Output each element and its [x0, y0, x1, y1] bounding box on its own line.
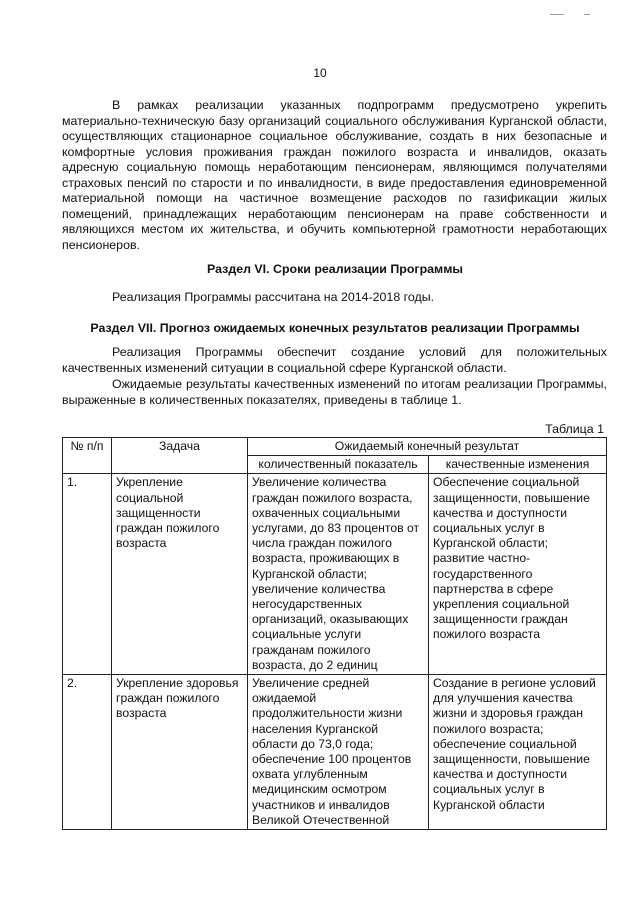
section-6-text: Реализация Программы рассчитана на 2014-2018 годы. — [112, 290, 435, 304]
row-task: Укрепление здоровья граждан пожилого возраста — [112, 675, 248, 830]
intro-paragraph: В рамках реализации указанных подпрограмм предусмотрено укрепить материально-техническую базу организаций социального обслуживания Курганской области, осуществляющих стационарное социальное обслуживание, создать в них безопасные и комфортные условия проживания граждан пожилого возраста и инвалидов, оказать адресную социальную помощь неработающим пенсионерам, являющимся получателями страховых пенсий по старости и по инвалидности, в виде предоставления единовременной материальной помощи на частичное возмещение расходов по газификации жилых помещений, принадлежащих неработающим пенсионерам на праве собственности и являющихся местом их жительства, и обучить компьютерной грамотности неработающих пенсионеров. — [62, 98, 607, 252]
results-table — [62, 437, 607, 830]
section-7-paragraph-1: Реализация Программы обеспечит создание условий для положительных качественных изменений ситуации в социальной сфере Курганской области. — [62, 345, 607, 375]
section-6-heading: Раздел VI. Сроки реализации Программы — [207, 262, 463, 276]
header-qualitative: качественные изменения — [429, 456, 607, 474]
header-quantitative: количественный показатель — [248, 456, 429, 474]
row-quantitative: Увеличение средней ожидаемой продолжительности жизни населения Курганской области до 73,0 года; обеспечение 100 процентов охвата углубленным медицинским осмотром участников и инвалидов Великой Отечественной — [248, 675, 429, 830]
row-num: 1. — [63, 474, 112, 675]
section-7-heading: Раздел VII. Прогноз ожидаемых конечных результатов реализации Программы — [90, 321, 580, 335]
header-num: № п/п — [63, 438, 112, 474]
header-expected: Ожидаемый конечный результат — [248, 438, 607, 456]
row-qualitative: Создание в регионе условий для улучшения качества жизни и здоровья граждан пожилого возраста; обеспечение социальной защищенности, повышение качества и доступности социальных услуг в Курганской области — [429, 675, 607, 830]
table-row — [63, 474, 607, 675]
scan-artifact — [550, 14, 564, 15]
table-row — [63, 675, 607, 830]
header-task: Задача — [112, 438, 248, 474]
row-quantitative: Увеличение количества граждан пожилого возраста, охваченных социальными услугами, до 83 процентов от числа граждан пожилого возраста, проживающих в Курганской области; увеличение количества негосударственных организаций, оказывающих социальные услуги гражданам пожилого возраста, до 2 единиц — [248, 474, 429, 675]
scan-artifact — [584, 14, 590, 15]
row-task: Укрепление социальной защищенности граждан пожилого возраста — [112, 474, 248, 675]
row-qualitative: Обеспечение социальной защищенности, повышение качества и доступности социальных услуг в Курганской области; развитие частно-государственного партнерства в сфере укрепления социальной защищенности граждан пожилого возраста — [429, 474, 607, 675]
table-caption: Таблица 1 — [545, 422, 604, 436]
row-num: 2. — [63, 675, 112, 830]
table-header-row — [63, 438, 607, 456]
section-7-paragraph-2: Ожидаемые результаты качественных изменений по итогам реализации Программы, выраженные в количественных показателях, приведены в таблице 1. — [62, 377, 607, 407]
page-number: 10 — [313, 66, 327, 80]
